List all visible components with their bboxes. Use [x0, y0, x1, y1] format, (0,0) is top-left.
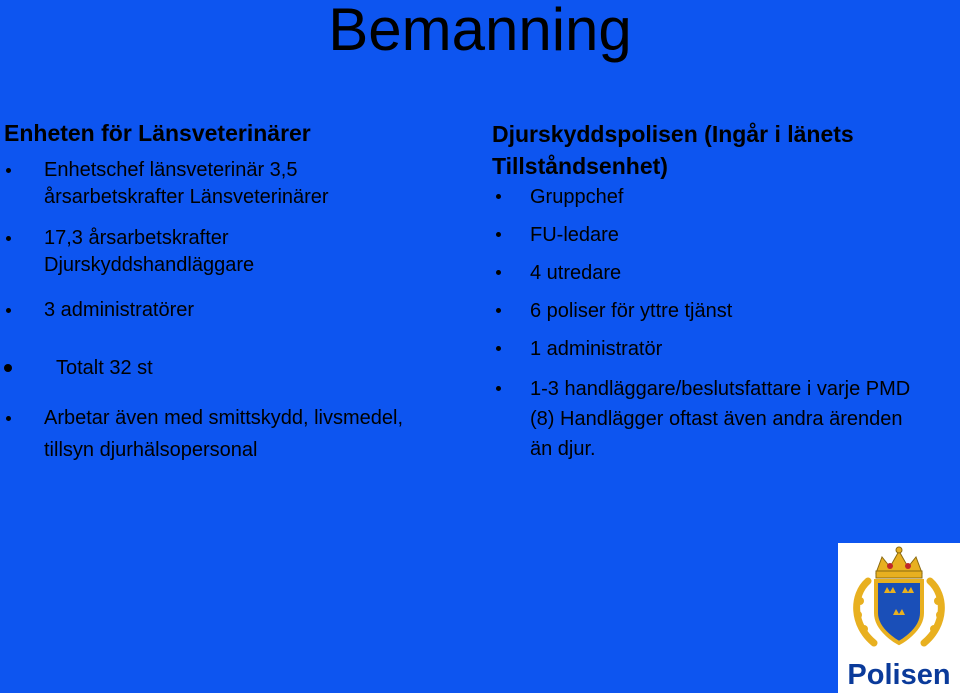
bullet-icon: [6, 308, 11, 313]
list-item: [4, 355, 474, 382]
bullet-icon: [6, 236, 11, 241]
bullet-icon: [496, 194, 501, 199]
bullet-icon: [496, 386, 501, 391]
list-item-text: Arbetar även med smittskydd, livsmedel, tillsyn djurhälsopersonal: [44, 407, 404, 461]
list-item-text: 1-3 handläggare/beslutsfattare i varje PMD (8) Handlägger oftast även andra ärenden än djur.: [530, 378, 911, 460]
bullet-icon: [6, 416, 11, 421]
list-item-text: 1 administratör: [530, 338, 663, 360]
list-item-text: Gruppchef: [530, 186, 624, 208]
slide-title: [0, 0, 960, 63]
bullet-icon: [496, 232, 501, 237]
list-item: [4, 157, 424, 211]
list-item: [4, 297, 474, 324]
list-item-text: 4 utredare: [530, 262, 622, 284]
right-list: [492, 184, 954, 464]
bullet-icon: [4, 364, 12, 372]
bullet-icon: [6, 168, 11, 173]
logo-text: Polisen: [847, 659, 951, 691]
left-column: [4, 118, 474, 466]
right-heading: Djurskyddspolisen (Ingår i länets Tillståndsenhet): [492, 121, 854, 179]
list-item-text: FU-ledare: [530, 224, 619, 246]
bullet-icon: [496, 308, 501, 313]
right-column: [492, 118, 954, 464]
list-item: [492, 336, 954, 362]
list-item: [492, 298, 954, 324]
list-item: [492, 260, 954, 286]
list-item-text: 17,3 årsarbetskrafter Djurskyddshandläggare: [44, 227, 255, 276]
police-emblem-icon: [838, 543, 960, 655]
left-heading: Enheten för Länsveterinärer: [4, 120, 311, 146]
left-list: [4, 157, 474, 466]
list-item-text: Enhetschef länsveterinär 3,5 årsarbetskrafter Länsveterinärer: [44, 159, 329, 208]
list-item-text: 3 administratörer: [44, 299, 195, 321]
list-item: [492, 222, 954, 248]
bullet-icon: [496, 270, 501, 275]
slide-title-text: Bemanning: [328, 0, 632, 63]
list-item: [492, 184, 954, 210]
polisen-logo: [838, 543, 960, 693]
list-item: [4, 402, 404, 466]
list-item: [4, 225, 374, 279]
list-item-text: Totalt 32 st: [56, 357, 153, 379]
list-item: [492, 374, 930, 464]
bullet-icon: [496, 346, 501, 351]
list-item-text: 6 poliser för yttre tjänst: [530, 300, 733, 322]
